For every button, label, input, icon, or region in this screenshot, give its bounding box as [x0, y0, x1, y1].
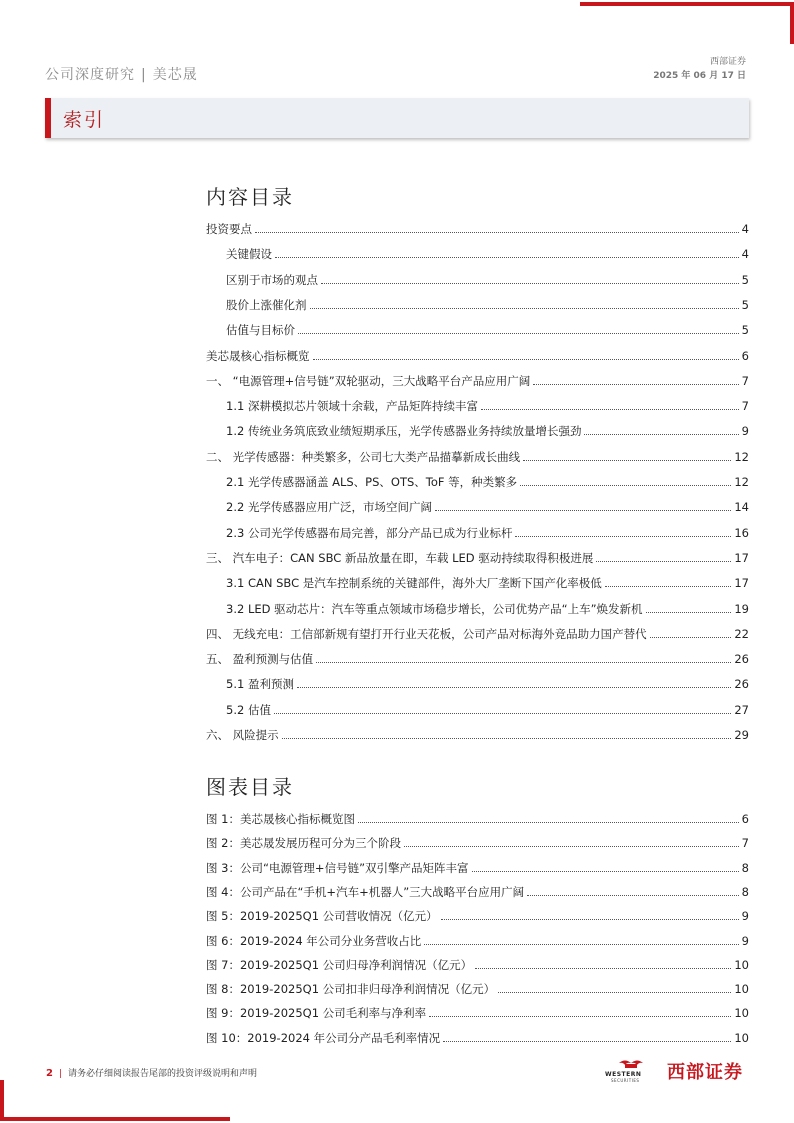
toc-label: 2.3 公司光学传感器布局完善，部分产品已成为行业标杆 [226, 525, 513, 540]
header-right [653, 55, 746, 83]
figure-row[interactable] [206, 857, 749, 875]
toc-page: 4 [741, 222, 749, 236]
toc-label: 5.2 估值 [226, 702, 271, 717]
figure-row[interactable] [206, 954, 749, 972]
figure-leader [441, 919, 739, 920]
figure-leader [404, 846, 739, 847]
toc-page: 6 [741, 348, 749, 363]
figure-row[interactable] [206, 1027, 749, 1045]
figure-page: 8 [741, 860, 749, 875]
toc-page: 27 [734, 702, 749, 717]
toc-row[interactable] [206, 395, 749, 413]
corner-decoration-bottom-left [0, 1117, 230, 1121]
logo-english: WESTERN [605, 1071, 642, 1078]
toc-leader [481, 409, 739, 410]
toc-row[interactable] [206, 673, 749, 691]
section-title-accent [45, 98, 51, 138]
figure-page: 9 [741, 933, 749, 948]
toc-leader [646, 612, 732, 613]
toc-page: 26 [734, 652, 749, 667]
toc-label: 3.1 CAN SBC 是汽车控制系统的关键部件，海外大厂垄断下国产化率极低 [226, 576, 602, 591]
footer-separator: | [58, 1069, 63, 1079]
toc-leader [310, 308, 739, 309]
figure-label: 图 2：美芯晟发展历程可分为三个阶段 [206, 836, 401, 851]
figure-label: 图 9：2019-2025Q1 公司毛利率与净利率 [206, 1006, 427, 1021]
toc-leader [605, 586, 732, 587]
toc-label: 二、 光学传感器：种类繁多，公司七大类产品描摹新成长曲线 [206, 449, 521, 464]
toc-label: 1.1 深耕模拟芯片领域十余载，产品矩阵持续丰富 [226, 399, 478, 414]
figure-page: 10 [734, 1030, 749, 1045]
toc-label: 估值与目标价 [226, 323, 295, 338]
figure-leader [424, 944, 738, 945]
figure-label: 图 3：公司“电源管理+信号链”双引擎产品矩阵丰富 [206, 860, 469, 875]
toc-leader [584, 434, 738, 435]
corner-decoration-bottom-left-vertical [0, 1080, 4, 1121]
figure-label: 图 4：公司产品在“手机+汽车+机器人”三大战略平台应用广阔 [206, 884, 525, 899]
toc-row[interactable] [206, 547, 749, 565]
toc-label: 三、 汽车电子：CAN SBC 新品放量在即，车载 LED 驱动持续取得积极进展 [206, 550, 594, 565]
figure-label: 图 1：美芯晟核心指标概览图 [206, 812, 355, 826]
figure-label: 图 6：2019-2024 年公司分业务营收占比 [206, 933, 422, 948]
toc-row[interactable] [206, 243, 749, 261]
toc-leader [274, 713, 731, 714]
toc-page: 17 [734, 550, 749, 565]
toc-label: 2.1 光学传感器涵盖 ALS、PS、OTS、ToF 等，种类繁多 [226, 475, 518, 489]
toc-page: 19 [734, 601, 749, 616]
toc-row[interactable] [206, 269, 749, 287]
toc-page: 22 [734, 626, 749, 641]
figure-row[interactable] [206, 978, 749, 996]
toc-row[interactable] [206, 319, 749, 337]
toc-row[interactable] [206, 294, 749, 312]
toc-label: 一、 “电源管理+信号链”双轮驱动，三大战略平台产品应用广阔 [206, 373, 531, 388]
toc-leader [298, 333, 739, 334]
figure-row[interactable] [206, 905, 749, 923]
toc-page: 17 [734, 576, 749, 591]
figure-leader [429, 1016, 731, 1017]
header-separator: | [141, 67, 147, 83]
toc-page: 12 [734, 475, 749, 489]
toc-heading: 内容目录 [206, 185, 294, 209]
corner-decoration-top-right [580, 2, 794, 6]
toc-label: 美芯晟核心指标概览 [206, 348, 310, 363]
toc-row[interactable] [206, 522, 749, 540]
figure-leader [475, 968, 731, 969]
toc-row[interactable] [206, 446, 749, 464]
figure-page: 8 [741, 884, 749, 899]
toc-page: 4 [741, 247, 749, 262]
toc-label: 四、 无线充电：工信部新规有望打开行业天花板，公司产品对标海外竞品助力国产替代 [206, 626, 647, 641]
toc-page: 9 [741, 424, 749, 439]
toc-row[interactable] [206, 648, 749, 666]
toc-row[interactable] [206, 345, 749, 363]
figure-page: 10 [734, 1006, 749, 1021]
toc-page: 5 [741, 272, 749, 287]
toc-row[interactable] [206, 471, 749, 489]
header-left [45, 64, 198, 84]
toc-row[interactable] [206, 623, 749, 641]
page-number: 2 [46, 1068, 53, 1079]
section-title: 索引 [63, 109, 106, 131]
footer [46, 1066, 257, 1079]
logo-chinese: 西部证券 [667, 1062, 743, 1083]
toc-row[interactable] [206, 370, 749, 388]
toc-label: 3.2 LED 驱动芯片：汽车等重点领域市场稳步增长，公司优势产品“上车”焕发新机 [226, 601, 643, 616]
disclaimer: 请务必仔细阅读报告尾部的投资评级说明和声明 [68, 1069, 258, 1079]
toc-label: 2.2 光学传感器应用广泛，市场空间广阔 [226, 500, 432, 515]
toc-page: 5 [741, 297, 749, 312]
toc-page: 29 [734, 728, 749, 742]
western-securities-logo [605, 1058, 743, 1084]
corner-decoration-top-right-vertical [790, 2, 794, 44]
toc-label: 投资要点 [206, 222, 252, 236]
toc-leader [255, 232, 739, 233]
toc-leader [650, 637, 732, 638]
figure-row[interactable] [206, 832, 749, 850]
figure-leader [358, 822, 739, 823]
figure-row[interactable] [206, 930, 749, 948]
figure-label: 图 10：2019-2024 年公司分产品毛利率情况 [206, 1030, 441, 1045]
report-date: 2025 年 06 月 17 日 [653, 71, 746, 81]
toc-leader [297, 687, 731, 688]
toc-page: 5 [741, 323, 749, 338]
figure-leader [472, 871, 739, 872]
toc-row[interactable] [206, 420, 749, 438]
figure-label: 图 8：2019-2025Q1 公司扣非归母净利润情况（亿元） [206, 982, 496, 997]
figure-page: 10 [734, 982, 749, 997]
figure-leader [527, 895, 739, 896]
toc-page: 12 [734, 449, 749, 464]
toc-leader [316, 662, 731, 663]
toc-leader [313, 359, 739, 360]
report-type: 公司深度研究 [45, 67, 135, 83]
bull-logo-icon [605, 1059, 665, 1083]
figure-label: 图 7：2019-2025Q1 公司归母净利润情况（亿元） [206, 957, 473, 972]
toc-label: 1.2 传统业务筑底致业绩短期承压，光学传感器业务持续放量增长强劲 [226, 424, 582, 439]
broker-name: 西部证券 [709, 57, 746, 67]
toc-leader [523, 460, 731, 461]
figure-row[interactable] [206, 881, 749, 899]
figure-leader [498, 992, 731, 993]
toc-leader [435, 510, 731, 511]
section-title-bar [45, 98, 749, 138]
toc-page: 14 [734, 500, 749, 515]
toc-row[interactable] [206, 724, 749, 742]
toc-leader [596, 561, 731, 562]
toc-row[interactable] [206, 572, 749, 590]
figure-page: 6 [741, 812, 749, 826]
figure-leader [443, 1041, 731, 1042]
figure-row[interactable] [206, 1002, 749, 1020]
company-name: 美芯晟 [152, 67, 198, 83]
toc-label: 六、 风险提示 [206, 728, 279, 742]
figure-page: 10 [734, 957, 749, 972]
toc-row[interactable] [206, 218, 749, 236]
toc-leader [321, 283, 739, 284]
toc-row[interactable] [206, 496, 749, 514]
logo-english-sub: SECURITIES [611, 1078, 640, 1083]
toc-row[interactable] [206, 699, 749, 717]
toc-label: 5.1 盈利预测 [226, 677, 294, 692]
figure-page: 9 [741, 909, 749, 924]
toc-leader [520, 485, 731, 486]
toc-page: 7 [741, 373, 749, 388]
figure-label: 图 5：2019-2025Q1 公司营收情况（亿元） [206, 909, 438, 924]
toc-page: 7 [741, 399, 749, 414]
toc-label: 五、 盈利预测与估值 [206, 652, 314, 667]
toc-leader [282, 738, 732, 739]
figures-heading: 图表目录 [206, 775, 294, 799]
toc-page: 26 [734, 677, 749, 692]
toc-leader [515, 536, 731, 537]
figure-row[interactable] [206, 808, 749, 826]
toc-leader [275, 257, 739, 258]
toc-label: 股价上涨催化剂 [226, 297, 307, 312]
figure-page: 7 [741, 836, 749, 851]
toc-row[interactable] [206, 598, 749, 616]
toc-page: 16 [734, 525, 749, 540]
toc-label: 区别于市场的观点 [226, 272, 318, 287]
toc-label: 关键假设 [226, 247, 272, 262]
toc-leader [533, 384, 738, 385]
